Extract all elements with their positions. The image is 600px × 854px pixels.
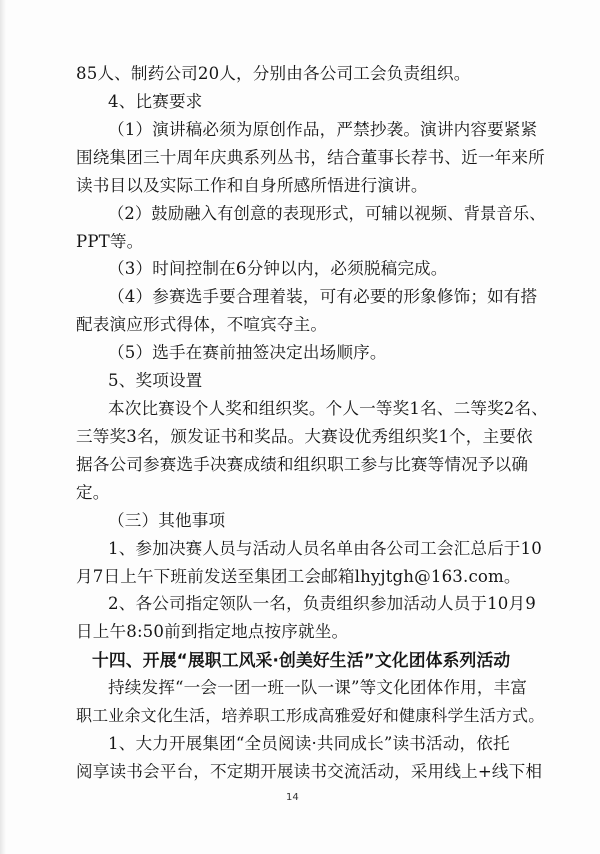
text-line-10: 配表演应形式得体，不喧宾夺主。 — [76, 315, 328, 334]
text-line-20: 2、各公司指定领队一名，负责组织参加活动人员于10月9 — [108, 594, 536, 613]
text-line-3: （1）演讲稿必须为原创作品，严禁抄袭。演讲内容要紧紧 — [108, 120, 538, 139]
text-line-6: （2）鼓励融入有创意的表现形式，可辅以视频、背景音乐、 — [108, 204, 546, 223]
text-line-24: 职工业余文化生活，培养职工形成高雅爱好和健康科学生活方式。 — [76, 706, 545, 725]
text-line-19: 月7日上午下班前发送至集团工会邮箱lhyjtgh@163.com。 — [76, 567, 521, 586]
text-line-9: （4）参赛选手要合理着装，可有必要的形象修饰；如有搭 — [108, 287, 538, 306]
text-line-11: （5）选手在赛前抽签决定出场顺序。 — [108, 343, 387, 362]
text-line-13: 本次比赛设个人奖和组织奖。个人一等奖1名、二等奖2名、 — [108, 399, 549, 418]
section-heading: 十四、开展“展职工风采·创美好生活”文化团体系列活动 — [92, 650, 511, 670]
text-line-12: 5、奖项设置 — [108, 371, 203, 390]
text-line-7: PPT等。 — [76, 232, 144, 251]
text-line-14: 三等奖3名，颁发证书和奖品。大赛设优秀组织奖1个，主要依 — [76, 427, 533, 446]
scan-edge-shadow — [0, 0, 6, 854]
text-line-2: 4、比赛要求 — [108, 92, 203, 111]
text-line-17: （三）其他事项 — [108, 511, 226, 530]
text-line-23: 持续发挥“一会一团一班一队一课”等文化团体作用，丰富 — [108, 678, 528, 697]
text-line-1: 85人、制药公司20人，分别由各公司工会负责组织。 — [76, 64, 471, 83]
text-line-21: 日上午8:50前到指定地点按序就坐。 — [76, 622, 349, 641]
text-line-4: 围绕集团三十周年庆典系列丛书，结合董事长荐书、近一年来所 — [76, 148, 545, 167]
text-line-18: 1、参加决赛人员与活动人员名单由各公司工会汇总后于10 — [108, 539, 542, 558]
text-line-5: 读书目以及实际工作和自身所感所悟进行演讲。 — [76, 176, 428, 195]
text-line-25: 1、大力开展集团“全员阅读·共同成长”读书活动，依托 — [108, 734, 510, 753]
text-line-8: （3）时间控制在6分钟以内，必须脱稿完成。 — [108, 259, 448, 278]
page-number: 14 — [286, 792, 299, 803]
text-line-15: 据各公司参赛选手决赛成绩和组织职工参与比赛等情况予以确 — [76, 455, 529, 474]
text-line-26: 阅享读书会平台，不定期开展读书交流活动，采用线上+线下相 — [76, 762, 543, 781]
text-line-16: 定。 — [76, 483, 110, 502]
